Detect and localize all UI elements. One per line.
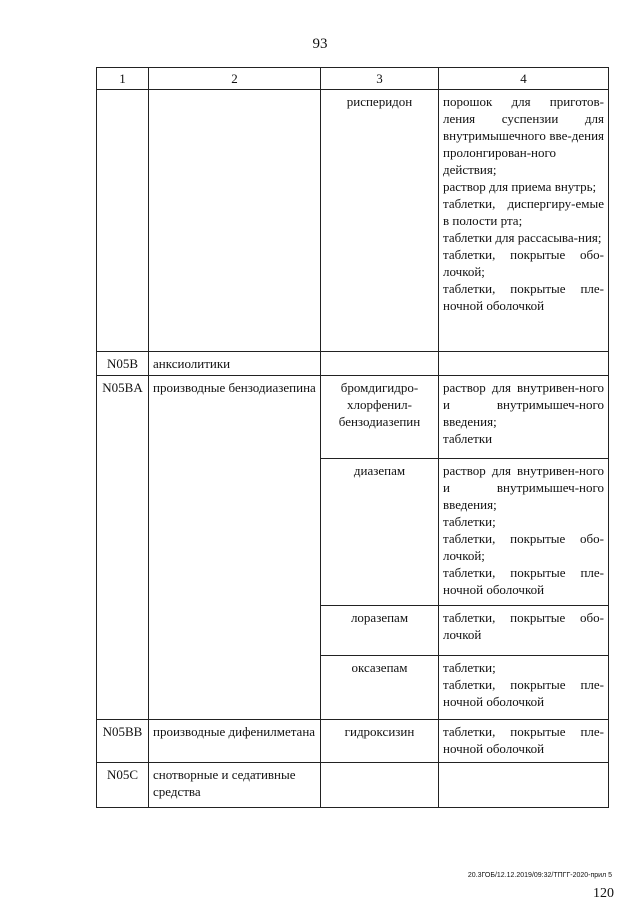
header-col-2: 2	[149, 68, 321, 90]
header-col-1: 1	[97, 68, 149, 90]
dosage-forms-cell: раствор для внутривен-ного и внутримышеч-ного введения; таблетки; таблетки, покрытые обо-лочкой; таблетки, покрытые пле-ночной оболочкой	[439, 459, 609, 606]
drug-name-cell	[321, 352, 439, 376]
dosage-forms-cell: таблетки; таблетки, покрытые пле-ночной оболочкой	[439, 656, 609, 720]
drug-table	[96, 67, 609, 808]
dosage-forms-cell: порошок для приготов-ления суспензии для внутримышечного вве-дения пролонгирован-ного действия; раствор для приема внутрь; таблетки, диспергиру-емые в полости рта; таблетки для рассасыва-ния; таблетки, покрытые обо-лочкой; таблетки, покрытые пле-ночной оболочкой	[439, 90, 609, 352]
atc-code-cell: N05B	[97, 352, 149, 376]
table-body	[97, 90, 609, 808]
dosage-forms-cell	[439, 763, 609, 808]
drug-name-cell: оксазепам	[321, 656, 439, 720]
drug-name-cell	[321, 763, 439, 808]
atc-code-cell: N05BA	[97, 376, 149, 720]
group-name-cell	[149, 90, 321, 352]
dosage-forms-cell: таблетки, покрытые пле-ночной оболочкой	[439, 720, 609, 763]
page-number: 93	[312, 36, 328, 52]
group-name-cell: анксиолитики	[149, 352, 321, 376]
atc-code-cell: N05C	[97, 763, 149, 808]
table-header-row	[97, 68, 609, 90]
footer-document-code: 20.3ГОБ/12.12.2019/09:32/ТПГГ-2020-прил 5	[467, 872, 612, 879]
table-row	[97, 763, 609, 808]
dosage-forms-cell	[439, 352, 609, 376]
table-row	[97, 90, 609, 352]
atc-code-cell	[97, 90, 149, 352]
drug-name-cell: гидроксизин	[321, 720, 439, 763]
dosage-forms-cell: раствор для внутривен-ного и внутримышеч-ного введения; таблетки	[439, 376, 609, 459]
table-row	[97, 720, 609, 763]
group-name-cell: производные бензодиазепина	[149, 376, 321, 720]
group-name-cell: снотворные и седативные средства	[149, 763, 321, 808]
drug-name-cell: бромдигидро-хлорфенил-бензодиазепин	[321, 376, 439, 459]
header-col-3: 3	[321, 68, 439, 90]
drug-name-cell: рисперидон	[321, 90, 439, 352]
drug-name-cell: диазепам	[321, 459, 439, 606]
drug-name-cell: лоразепам	[321, 606, 439, 656]
table-row	[97, 352, 609, 376]
atc-code-cell: N05BB	[97, 720, 149, 763]
table-row	[97, 376, 609, 459]
footer-page-number: 120	[593, 886, 614, 901]
header-col-4: 4	[439, 68, 609, 90]
group-name-cell: производные дифенилметана	[149, 720, 321, 763]
dosage-forms-cell: таблетки, покрытые обо-лочкой	[439, 606, 609, 656]
